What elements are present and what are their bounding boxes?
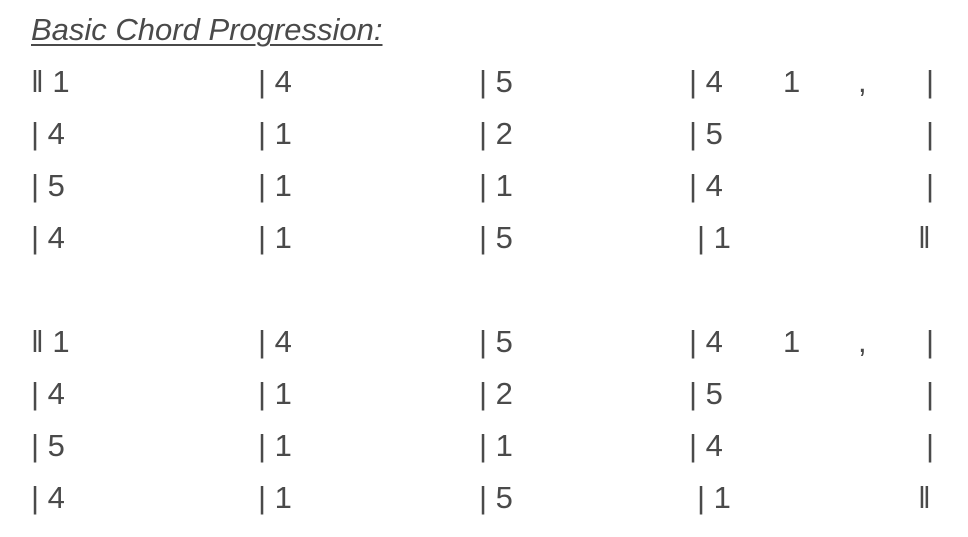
barline-cell: | (926, 376, 935, 411)
measure-cell: ‖ 1 (31, 64, 70, 99)
progression-row (0, 426, 968, 478)
measure-cell: 1 (783, 324, 801, 359)
progression-row (0, 322, 968, 374)
measure-cell: | 4 (689, 64, 723, 99)
progression-block-2 (0, 322, 968, 530)
measure-cell: | 4 (689, 168, 723, 203)
measure-cell: | 1 (258, 480, 292, 515)
progression-row (0, 62, 968, 114)
measure-cell: | 4 (258, 324, 292, 359)
page-title: Basic Chord Progression: (31, 12, 383, 47)
measure-cell: | 1 (258, 220, 292, 255)
measure-cell: ‖ 1 (31, 324, 70, 359)
progression-row (0, 478, 968, 530)
progression-row (0, 218, 968, 270)
measure-cell: | 1 (697, 480, 731, 515)
barline-cell: | (926, 168, 935, 203)
measure-cell: | 1 (479, 428, 513, 463)
measure-cell: | 4 (31, 116, 65, 151)
measure-cell: | 5 (479, 220, 513, 255)
measure-cell: , (858, 324, 867, 359)
measure-cell: | 4 (689, 428, 723, 463)
measure-cell: | 5 (31, 168, 65, 203)
measure-cell: | 1 (258, 168, 292, 203)
barline-cell: | (926, 116, 935, 151)
measure-cell: | 5 (479, 64, 513, 99)
barline-cell: | (926, 64, 935, 99)
measure-cell: | 1 (258, 376, 292, 411)
measure-cell: , (858, 64, 867, 99)
measure-cell: | 5 (31, 428, 65, 463)
progression-block-1 (0, 62, 968, 270)
barline-cell: | (926, 428, 935, 463)
progression-row (0, 166, 968, 218)
progression-row (0, 374, 968, 426)
measure-cell: | 1 (479, 168, 513, 203)
final-barline-cell: ‖ (918, 480, 931, 515)
measure-cell: | 5 (479, 480, 513, 515)
measure-cell: | 1 (258, 428, 292, 463)
measure-cell: | 4 (31, 376, 65, 411)
measure-cell: | 1 (258, 116, 292, 151)
measure-cell: | 2 (479, 116, 513, 151)
barline-cell: | (926, 324, 935, 359)
measure-cell: 1 (783, 64, 801, 99)
measure-cell: | 1 (697, 220, 731, 255)
measure-cell: | 4 (31, 480, 65, 515)
progression-row (0, 114, 968, 166)
final-barline-cell: ‖ (918, 220, 931, 255)
measure-cell: | 4 (258, 64, 292, 99)
measure-cell: | 4 (31, 220, 65, 255)
measure-cell: | 5 (689, 376, 723, 411)
measure-cell: | 5 (689, 116, 723, 151)
measure-cell: | 5 (479, 324, 513, 359)
measure-cell: | 2 (479, 376, 513, 411)
measure-cell: | 4 (689, 324, 723, 359)
